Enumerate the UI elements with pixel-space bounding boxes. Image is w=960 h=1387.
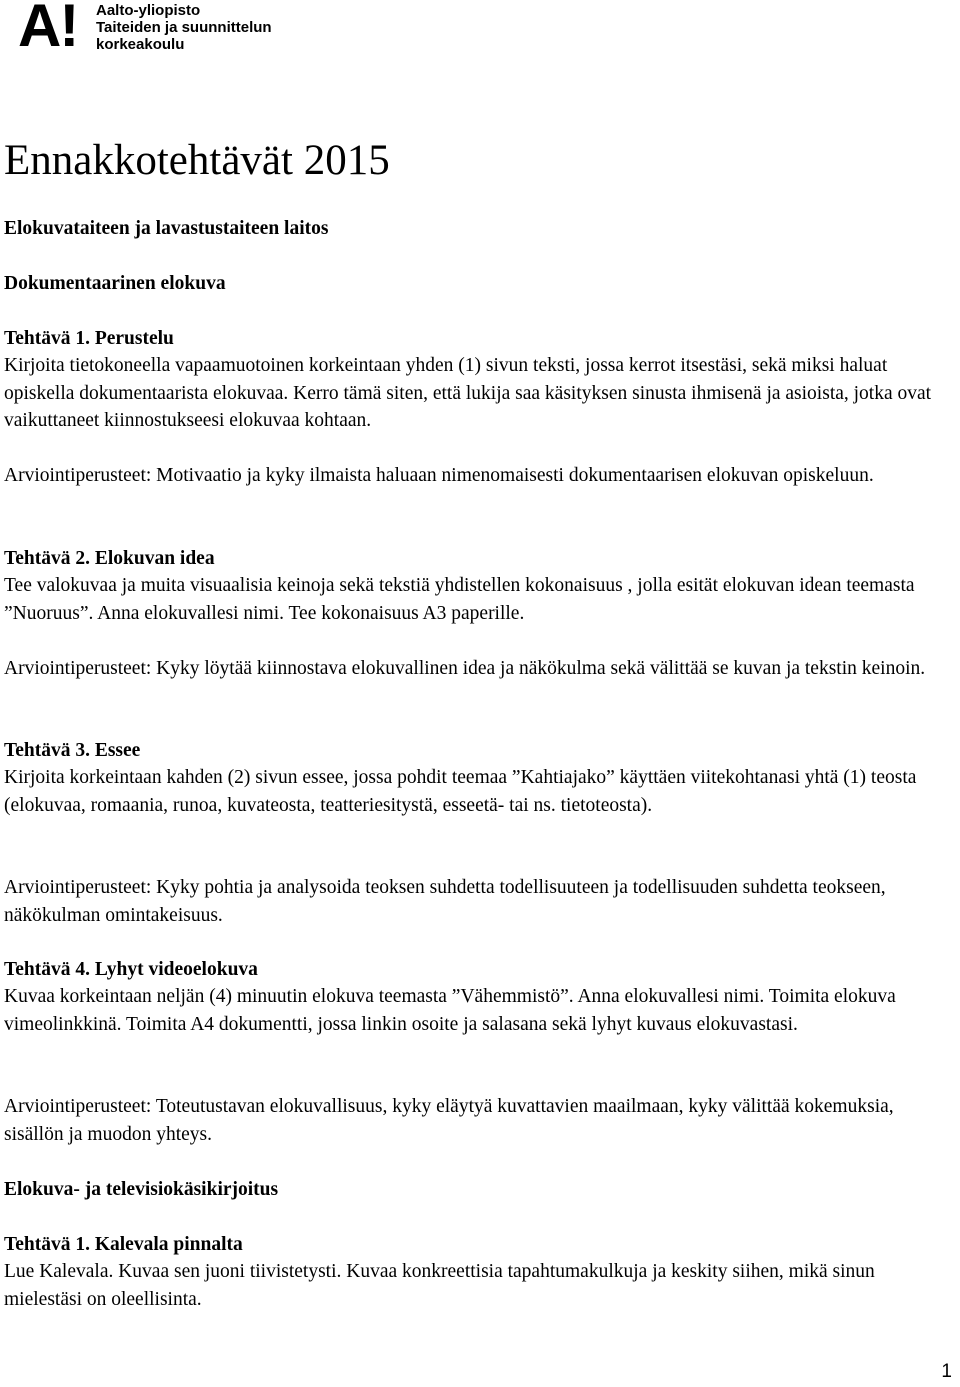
department-heading: Elokuvataiteen ja lavastustaiteen laitos (4, 218, 329, 239)
task2-body: Tee valokuvaa ja muita visuaalisia keinoja sekä tekstiä yhdistellen kokonaisuus , jolla esität elokuvan idean teemasta ”Nuoruus”. Anna elokuvallesi nimi. Tee kokonaisuus A3 paperille. (4, 575, 915, 624)
task2-criteria: Arviointiperusteet: Kyky löytää kiinnostava elokuvallinen idea ja näkökulma sekä välittää se kuvan ja tekstin keinoin. (4, 658, 926, 679)
logo-line: Taiteiden ja suunnittelun (96, 19, 272, 36)
section2-task1-body: Lue Kalevala. Kuvaa sen juoni tiivistetysti. Kuvaa konkreettisia tapahtumakulkuja ja keskity siihen, mikä sinun mielestäsi on oleellisinta. (4, 1261, 875, 1310)
task1-heading: Tehtävä 1. Perustelu (4, 328, 174, 349)
task4-criteria: Arviointiperusteet: Toteutustavan elokuvallisuus, kyky eläytyä kuvattavien maailmaan, kyky välittää kokemuksia, sisällön ja muodon yhteys. (4, 1096, 894, 1145)
task3-body: Kirjoita korkeintaan kahden (2) sivun essee, jossa pohdit teemaa ”Kahtiajako” käyttäen viitekohtanasi yhtä (1) teosta (elokuvaa, romaania, runoa, kuvateosta, teatteriesitystä, esseetä- tai ns. tietoteosta). (4, 767, 917, 816)
logo-text (96, 2, 272, 53)
task1-body: Kirjoita tietokoneella vapaamuotoinen korkeintaan yhden (1) sivun teksti, jossa kerrot itsestäsi, sekä miksi haluat opiskella dokumentaarista elokuvaa. Kerro tämä siten, että lukija saa käsityksen sinusta ihmisenä ja asioista, jotka ovat vaikuttaneet kiinnostukseesi elokuvaa kohtaan. (4, 355, 932, 431)
logo-line: Aalto-yliopisto (96, 2, 201, 19)
task1-criteria: Arviointiperusteet: Motivaatio ja kyky ilmaista haluaan nimenomaisesti dokumentaarisen elokuvan opiskeluun. (4, 465, 874, 486)
page-number: 1 (941, 1361, 952, 1382)
task4-heading: Tehtävä 4. Lyhyt videoelokuva (4, 959, 258, 980)
task3-heading: Tehtävä 3. Essee (4, 740, 141, 761)
logo-mark: A! (18, 0, 78, 59)
section2-title: Elokuva- ja televisiokäsikirjoitus (4, 1179, 279, 1200)
program-heading: Dokumentaarinen elokuva (4, 273, 226, 294)
logo-line: korkeakoulu (96, 36, 185, 53)
task4-body: Kuvaa korkeintaan neljän (4) minuutin elokuva teemasta ”Vähemmistö”. Anna elokuvallesi nimi. Toimita elokuva vimeolinkkinä. Toimita A4 dokumentti, jossa linkin osoite ja salasana sekä lyhyt kuvaus elokuvastasi. (4, 986, 896, 1035)
task2-heading: Tehtävä 2. Elokuvan idea (4, 548, 215, 569)
task3-criteria: Arviointiperusteet: Kyky pohtia ja analysoida teoksen suhdetta todellisuuteen ja todellisuuden suhdetta teokseen, näkökulman omintakeisuus. (4, 877, 886, 926)
section2-task1-heading: Tehtävä 1. Kalevala pinnalta (4, 1234, 243, 1255)
page-title: Ennakkotehtävät 2015 (4, 137, 390, 184)
